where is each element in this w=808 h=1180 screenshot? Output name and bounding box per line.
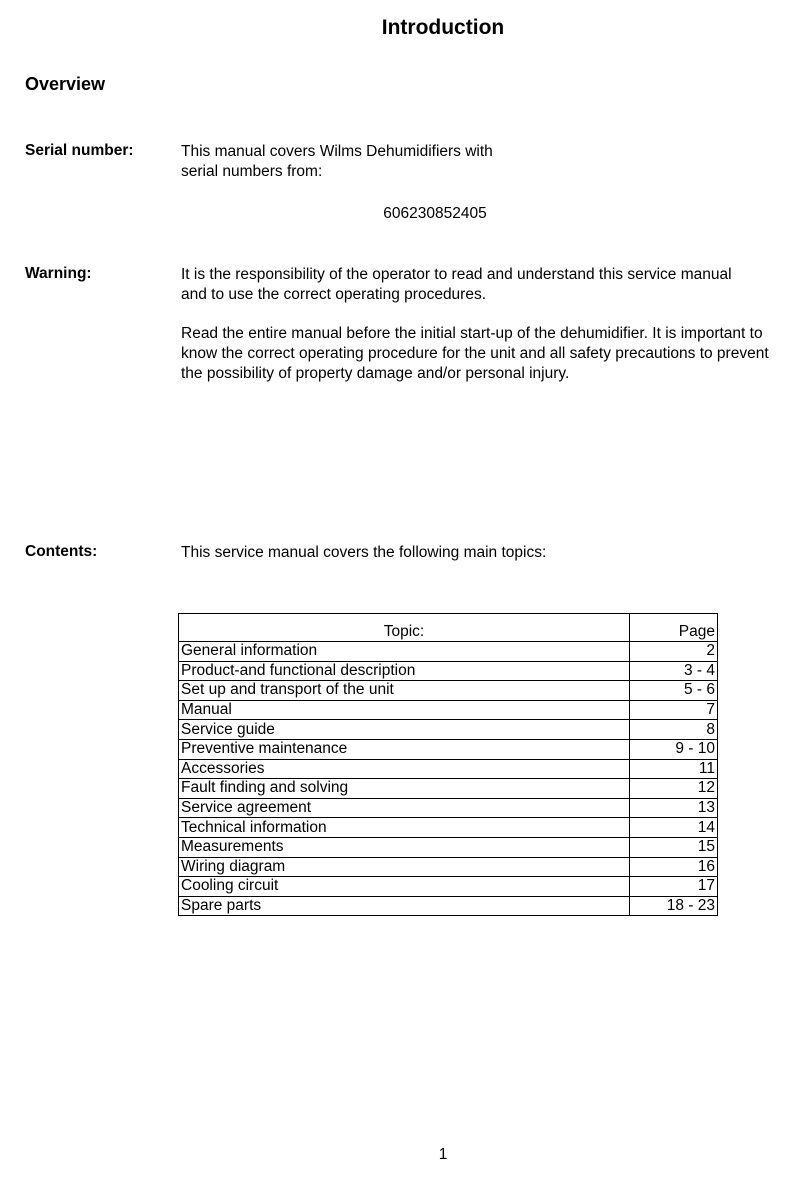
- table-row: [179, 661, 718, 681]
- topic-cell: Spare parts: [179, 896, 630, 916]
- topic-cell: Manual: [179, 700, 630, 720]
- page-cell: 2: [630, 642, 718, 662]
- serial-number-text: [181, 142, 493, 182]
- page-cell: 15: [630, 837, 718, 857]
- table-row: [179, 739, 718, 759]
- topic-cell: Fault finding and solving: [179, 779, 630, 799]
- warning-line: and to use the correct operating procedures.: [181, 286, 487, 303]
- warning-line: It is the responsibility of the operator to read and understand this service manual: [181, 266, 732, 283]
- page-title: Introduction: [381, 16, 505, 39]
- table-row: [179, 642, 718, 662]
- topic-cell: Service agreement: [179, 798, 630, 818]
- topic-cell: Service guide: [179, 720, 630, 740]
- table-row: [179, 896, 718, 916]
- topic-cell: Product-and functional description: [179, 661, 630, 681]
- warning-line: the possibility of property damage and/or personal injury.: [181, 365, 570, 382]
- table-row: [179, 700, 718, 720]
- page-cell: 5 - 6: [630, 681, 718, 701]
- topic-cell: Preventive maintenance: [179, 739, 630, 759]
- page-cell: 14: [630, 818, 718, 838]
- topic-cell: Wiring diagram: [179, 857, 630, 877]
- table-row: [179, 857, 718, 877]
- table-header-row: [179, 614, 718, 642]
- table-row: [179, 798, 718, 818]
- serial-number-label: Serial number:: [25, 142, 134, 159]
- page-cell: 12: [630, 779, 718, 799]
- page-cell: 7: [630, 700, 718, 720]
- table-row: [179, 681, 718, 701]
- page-cell: 11: [630, 759, 718, 779]
- table-row: [179, 837, 718, 857]
- topic-cell: General information: [179, 642, 630, 662]
- table-row: [179, 818, 718, 838]
- overview-heading: Overview: [25, 74, 106, 94]
- warning-line: Read the entire manual before the initial start-up of the dehumidifier. It is important to: [181, 325, 763, 342]
- table-row: [179, 779, 718, 799]
- warning-paragraph-2: [181, 324, 769, 384]
- page-cell: 8: [630, 720, 718, 740]
- page-cell: 9 - 10: [630, 739, 718, 759]
- page-number: 1: [438, 1146, 448, 1163]
- table-row: [179, 720, 718, 740]
- page-column-header: Page: [630, 614, 718, 642]
- table-row: [179, 759, 718, 779]
- topic-cell: Measurements: [179, 837, 630, 857]
- page-cell: 17: [630, 877, 718, 897]
- table-row: [179, 877, 718, 897]
- page-cell: 16: [630, 857, 718, 877]
- contents-intro: This service manual covers the following main topics:: [181, 544, 547, 561]
- warning-line: know the correct operating procedure for the unit and all safety precautions to prevent: [181, 345, 769, 362]
- topic-cell: Set up and transport of the unit: [179, 681, 630, 701]
- page-cell: 13: [630, 798, 718, 818]
- contents-label: Contents:: [25, 543, 98, 560]
- warning-label: Warning:: [25, 265, 92, 282]
- page-cell: 18 - 23: [630, 896, 718, 916]
- topic-cell: Accessories: [179, 759, 630, 779]
- serial-line: This manual covers Wilms Dehumidifiers with: [181, 143, 493, 160]
- page-cell: 3 - 4: [630, 661, 718, 681]
- topic-column-header: Topic:: [179, 614, 630, 642]
- serial-line: serial numbers from:: [181, 163, 323, 180]
- topic-cell: Technical information: [179, 818, 630, 838]
- serial-number-value: 606230852405: [383, 205, 487, 222]
- topics-table: [178, 613, 718, 916]
- warning-paragraph-1: [181, 265, 732, 305]
- topic-cell: Cooling circuit: [179, 877, 630, 897]
